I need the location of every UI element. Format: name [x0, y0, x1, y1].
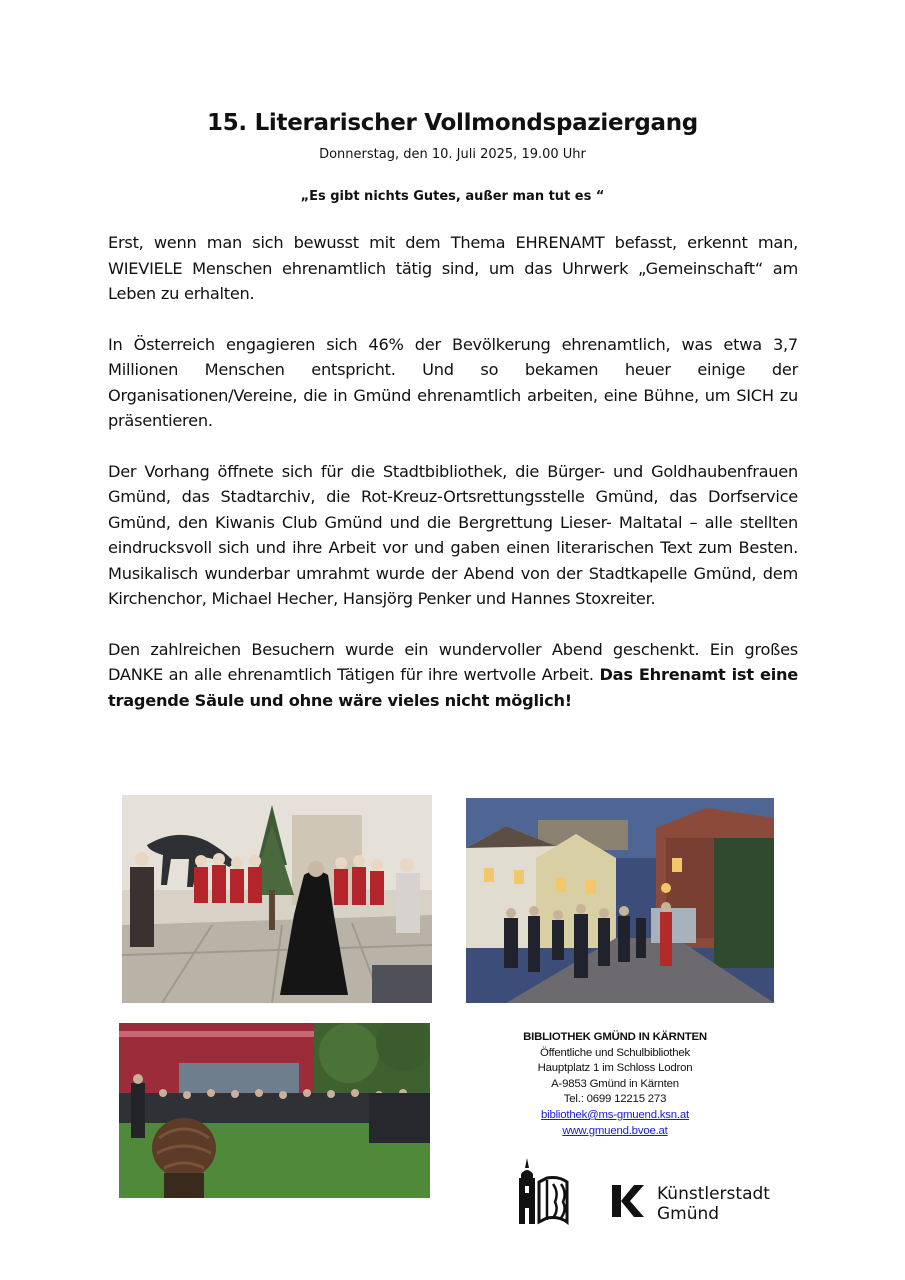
- article-body: [108, 230, 798, 738]
- library-address: Hauptplatz 1 im Schloss Lodron: [537, 1062, 693, 1075]
- kuenstlerstadt-line1: Künstlerstadt: [657, 1184, 770, 1204]
- paragraph-3: Der Vorhang öffnete sich für die Stadtbibliothek, die Bürger- und Goldhaubenfrauen Gmünd, das Stadtarchiv, die Rot-Kreuz-Ortsrettungsstelle Gmünd, das Dorfservice Gmünd, den Kiwanis Club Gmünd und die Bergrettung Lieser- Maltatal – alle stellten eindrucksvoll sich und ihre Arbeit vor und gaben einen literarischen Text zum Besten. Musikalisch wunderbar umrahmt wurde der Abend von der Stadtkapelle Gmünd, dem Kirchenchor, Michael Hecher, Hansjörg Penker und Hannes Stoxreiter.: [108, 461, 798, 608]
- library-contact: [500, 1030, 730, 1139]
- photo-garden-gathering: [119, 1023, 430, 1198]
- library-city: A-9853 Gmünd in Kärnten: [551, 1077, 679, 1090]
- kuenstlerstadt-line2: Gmünd: [657, 1204, 720, 1224]
- page-title: 15. Literarischer Vollmondspaziergang: [207, 110, 698, 136]
- library-type: Öffentliche und Schulbibliothek: [540, 1046, 690, 1059]
- photo-choir-courtyard: [122, 795, 432, 1003]
- photo-evening-street: [466, 798, 774, 1003]
- paragraph-2: In Österreich engagieren sich 46% der Bevölkerung ehrenamtlich, was etwa 3,7 Millionen Menschen entspricht. Und so bekamen heuer einige der Organisationen/Vereine, die in Gmünd ehrenamtlich arbeiten, eine Bühne, um SICH zu präsentieren.: [108, 334, 798, 430]
- kuenstlerstadt-wordmark: [657, 1184, 770, 1224]
- paragraph-4: [108, 637, 798, 714]
- library-name: BIBLIOTHEK GMÜND IN KÄRNTEN: [523, 1031, 707, 1043]
- paragraph-4-text: Den zahlreichen Besuchern wurde ein wundervoller Abend geschenkt. Ein großes DANKE an alle ehrenamtlich Tätigen für ihre wertvolle Arbeit.: [108, 639, 798, 684]
- paragraph-1: Erst, wenn man sich bewusst mit dem Thema EHRENAMT befasst, erkennt man, WIEVIELE Menschen ehrenamtlich tätig sind, um das Uhrwerk „Gemeinschaft“ am Leben zu erhalten.: [108, 233, 798, 303]
- library-phone: Tel.: 0699 12215 273: [563, 1093, 667, 1106]
- kuenstlerstadt-logo-icon: [610, 1183, 646, 1223]
- motto-quote: „Es gibt nichts Gutes, außer man tut es “: [300, 189, 605, 204]
- library-email-link[interactable]: bibliothek@ms-gmuend.ksn.at: [541, 1108, 689, 1121]
- event-date: Donnerstag, den 10. Juli 2025, 19.00 Uhr: [319, 147, 586, 162]
- paragraph-4-emphasis: Das Ehrenamt ist eine tragende Säule und ohne wäre vieles nicht möglich!: [108, 665, 798, 710]
- library-web-link[interactable]: www.gmuend.bvoe.at: [562, 1124, 668, 1137]
- library-logo-icon: [513, 1158, 577, 1230]
